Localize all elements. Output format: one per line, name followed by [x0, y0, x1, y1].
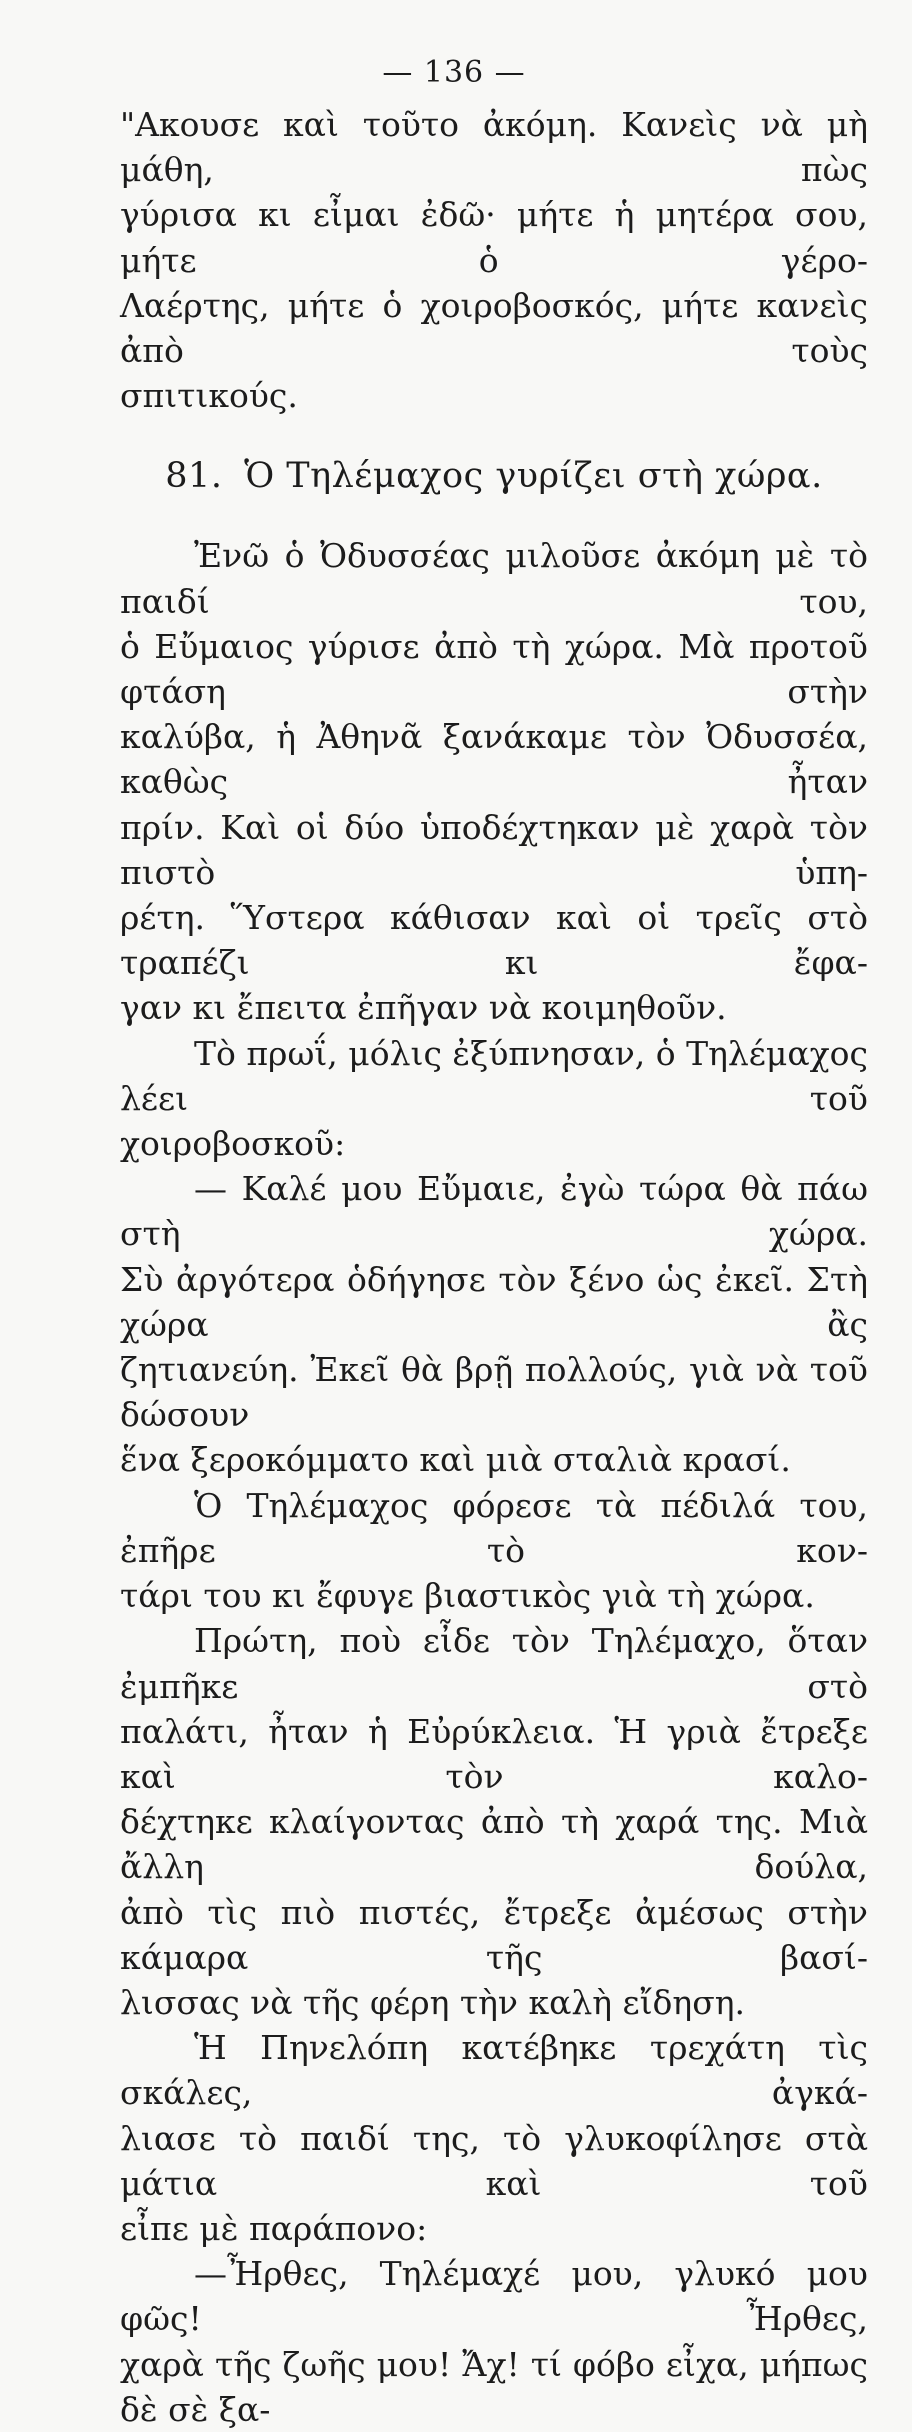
- body-paragraph: [120, 2025, 868, 2251]
- intro-paragraph: [120, 102, 868, 418]
- text-line: ἕνα ξεροκόμματο καὶ μιὰ σταλιὰ κρασί.: [120, 1440, 791, 1480]
- text-line: "Ακουσε καὶ τοῦτο ἀκόμη. Κανεὶς νὰ μὴ μάθη, πὼς: [120, 105, 868, 190]
- text-line: Πρώτη, ποὺ εἶδε τὸν Τηλέμαχο, ὅταν ἐμπῆκε στὸ: [120, 1621, 868, 1706]
- text-line: παλάτι, ἦταν ἡ Εὐρύκλεια. Ἡ γριὰ ἔτρεξε καὶ τὸν καλο-: [120, 1711, 868, 1796]
- text-line: πρίν. Καὶ οἱ δύο ὑποδέχτηκαν μὲ χαρὰ τὸν πιστὸ ὑπη-: [120, 807, 868, 892]
- text-line: δέχτηκε κλαίγοντας ἀπὸ τὴ χαρά της. Μιὰ ἄλλη δούλα,: [120, 1802, 868, 1887]
- text-line: Ἐνῶ ὁ Ὀδυσσέας μιλοῦσε ἀκόμη μὲ τὸ παιδί του,: [120, 536, 868, 621]
- text-line: Τὸ πρωΐ, μόλις ἐξύπνησαν, ὁ Τηλέμαχος λέει τοῦ: [120, 1033, 868, 1118]
- text-line: Ἡ Πηνελόπη κατέβηκε τρεχάτη τὶς σκάλες, ἀγκά-: [120, 2028, 868, 2113]
- text-line: χαρὰ τῆς ζωῆς μου! Ἄχ! τί φόβο εἶχα, μήπως δὲ σὲ ξα-: [120, 2344, 868, 2429]
- text-line: καλύβα, ἡ Ἀθηνᾶ ξανάκαμε τὸν Ὀδυσσέα, καθὼς ἦταν: [120, 717, 868, 802]
- text-line: λιασε τὸ παιδί της, τὸ γλυκοφίλησε στὰ μάτια καὶ τοῦ: [120, 2118, 868, 2203]
- text-line: —Ἦρθες, Τηλέμαχέ μου, γλυκό μου φῶς! Ἦρθες,: [120, 2254, 868, 2339]
- text-line: γαν κι ἔπειτα ἐπῆγαν νὰ κοιμηθοῦν.: [120, 988, 727, 1028]
- page-number: — 136 —: [382, 55, 526, 90]
- text-line: λισσας νὰ τῆς φέρη τὴν καλὴ εἴδηση.: [120, 1982, 745, 2022]
- body-paragraph: [120, 1166, 868, 1482]
- section-heading: [120, 454, 868, 499]
- body-paragraph: [120, 1483, 868, 1619]
- text-line: Σὺ ἀργότερα ὁδήγησε τὸν ξένο ὡς ἐκεῖ. Στὴ χώρα ἂς: [120, 1259, 868, 1344]
- body-text: [120, 533, 868, 2432]
- body-paragraph: [120, 533, 868, 1030]
- text-line: χοιροβοσκοῦ:: [120, 1124, 346, 1164]
- body-paragraph: [120, 1618, 868, 2025]
- body-paragraph: [120, 1031, 868, 1167]
- text-line: ἀπὸ τὶς πιὸ πιστές, ἔτρεξε ἀμέσως στὴν κάμαρα τῆς βασί-: [120, 1892, 868, 1977]
- text-line: ὁ Εὔμαιος γύρισε ἀπὸ τὴ χώρα. Μὰ προτοῦ φτάση στὴν: [120, 626, 868, 712]
- text-line: τάρι του κι ἔφυγε βιαστικὸς γιὰ τὴ χώρα.: [120, 1576, 815, 1616]
- text-line: γύρισα κι εἶμαι ἐδῶ· μήτε ἡ μητέρα σου, μήτε ὁ γέρο-: [120, 195, 868, 280]
- text-line: Ὁ Τηλέμαχος φόρεσε τὰ πέδιλά του, ἐπῆρε τὸ κον-: [120, 1485, 868, 1570]
- section-number: 81.: [165, 456, 223, 497]
- body-paragraph: [120, 2251, 868, 2432]
- text-line: εἶπε μὲ παράπονο:: [120, 2208, 428, 2248]
- text-line: Λαέρτης, μήτε ὁ χοιροβοσκός, μήτε κανεὶς ἀπὸ τοὺς: [120, 285, 868, 371]
- text-line: ρέτη. Ὕστερα κάθισαν καὶ οἱ τρεῖς στὸ τραπέζι κι ἔφα-: [120, 898, 868, 983]
- section-title: Ὁ Τηλέμαχος γυρίζει στὴ χώρα.: [244, 456, 823, 497]
- text-line: ζητιανεύη. Ἐκεῖ θὰ βρῇ πολλούς, γιὰ νὰ τοῦ δώσουν: [120, 1350, 868, 1435]
- text-line: σπιτικούς.: [120, 376, 298, 416]
- text-line: — Καλέ μου Εὔμαιε, ἐγὼ τώρα θὰ πάω στὴ χώρα.: [120, 1169, 868, 1254]
